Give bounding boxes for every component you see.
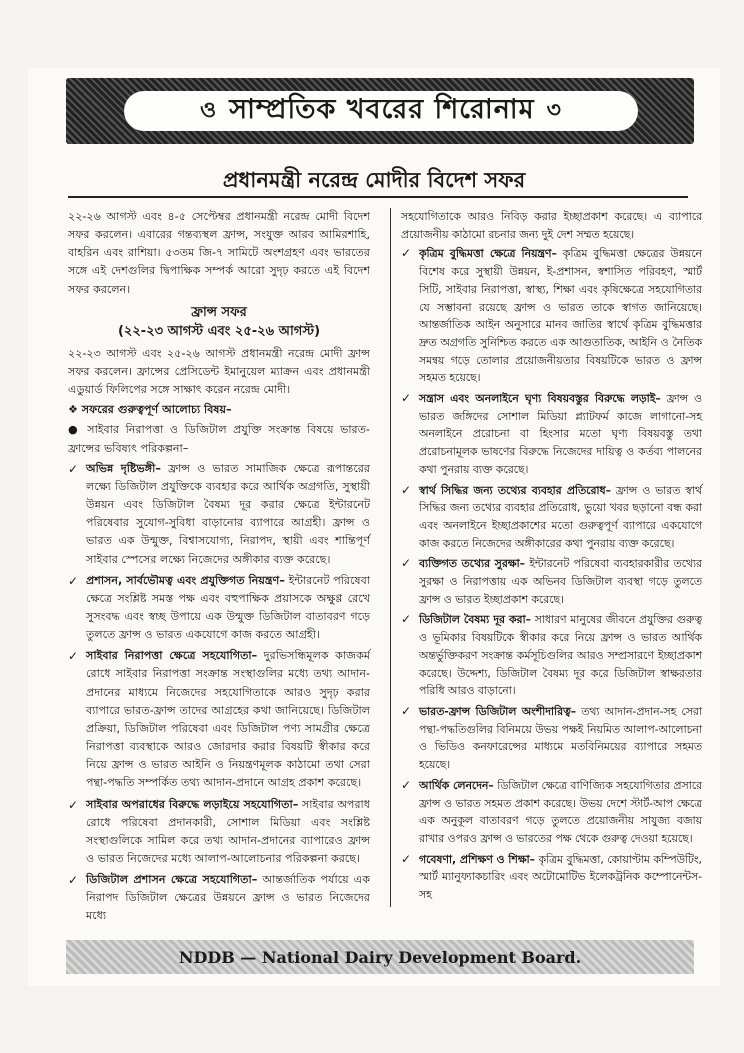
item-head: ভারত-ফ্রান্স ডিজিটাল অংশীদারিত্ব– [419, 704, 577, 718]
list-item [401, 703, 702, 774]
check-icon: ✓ [401, 612, 412, 627]
item-head: আর্থিক লেনদেন– [419, 778, 494, 792]
item-text: কৃত্রিম বুদ্ধিমত্তা, কোয়াণ্টাম কম্পিউটিং, স্মার্ট ম্যানুফ্যাকচারিং এবং অটোমোটিভ ইলেকট্রনিক কম্পোনেন্টস-সহ [419, 852, 702, 902]
item-text: আন্তর্জাতিক পর্যায়ে এক নিরাপদ ডিজিটাল ক্ষেত্রের উন্নয়নে ফ্রান্স ও ভারত নিজেদের মধ্যে [86, 873, 371, 923]
list-item [401, 482, 702, 553]
list-item [401, 777, 702, 848]
item-text: ইন্টারনেট পরিষেবা ক্ষেত্রে সংশ্লিষ্ট সমস্ত পক্ষ এবং বহুপাক্ষিক প্রয়াসকে অক্ষুণ্ণ রেখে সুসংবদ্ধ এবং স্বচ্ছ উপায়ে এক উন্মুক্ত ডিজিটাল বাতাবরণ গড়ে তুলতে ফ্রান্স ও ভারত একযোগে কাজ করতে আগ্রহী। [86, 573, 370, 642]
right-column [390, 208, 702, 907]
list-item [401, 851, 702, 904]
item-head: ডিজিটাল প্রশাসন ক্ষেত্রে সহযোগিতা– [86, 873, 258, 887]
item-head: সাইবার নিরাপত্তা ক্ষেত্রে সহযোগিতা– [86, 649, 258, 663]
continued-paragraph: সহযোগিতাকে আরও নিবিড় করার ইচ্ছাপ্রকাশ করেছে। এ ব্যাপারে প্রয়োজনীয় কাঠামো রচনার জন্য দুই দেশ সম্মত হয়েছে। [401, 210, 702, 241]
list-item [68, 871, 370, 925]
ornament-right: ৩ [546, 97, 562, 123]
item-text: কৃত্রিম বুদ্ধিমত্তা ক্ষেত্রের উন্নয়নে বিশেষ করে সুস্থায়ী উন্নয়ন, ই-প্রশাসন, স্বশাসিত পরিবহণ, স্মার্ট সিটি, সাইবার নিরাপত্তা, স্বাস্থ্য, শিক্ষা এবং কৃষিক্ষেত্রে সহযোগিতার যে সম্ভাবনা রয়েছে ফ্রান্স ও ভারত তাকে স্বাগত জানিয়েছে। আন্তর্জাতিক আইন অনুসারে মানব জাতির স্বার্থে কৃত্রিম বুদ্ধিমত্তার দ্রুত অগ্রগতি সুনিশ্চিত করতে এক আগুতাতিক, আইনি ও নৈতিক সমন্বয় গড়ে তোলার প্রয়োজনীয়তার বিষয়টিকে ভারত ও ফ্রান্স সহমত হয়েছে। [419, 247, 703, 385]
title-box [124, 91, 638, 131]
check-icon: ✓ [401, 777, 412, 792]
topics-heading: ❖ সফরের গুরুত্বপূর্ণ আলোচ্য বিষয়– [68, 403, 232, 417]
check-icon: ✓ [68, 797, 79, 812]
item-text: ফ্রান্স ও ভারত জঙ্গিদের সোশাল মিডিয়া প্ল্যাটফর্ম কাজে লাগানো-সহ অনলাইনে প্ররোচনা বা হিংসার মতো ঘৃণ্য বিষয়বস্তু তথা প্ররোচনামূলক ভাষণের বিরুদ্ধে নিজেদের দায়িত্ব ও কর্তব্য পালনের কথা পুনরায় ব্যক্ত করেছে। [419, 392, 702, 476]
item-text: সাইবার অপরাধ রোধে পরিষেবা প্রদানকারী, সোশাল মিডিয়া এবং সংশ্লিষ্ট সংস্থাগুলিকে সামিল করে তথ্য আদান-প্রদানের ব্যাপারেও ফ্রান্স ও ভারত নিজেদের মধ্যে আলাপ-আলোচনার পরিকল্পনা করছে। [86, 797, 370, 865]
list-item [68, 647, 370, 792]
item-head: গবেষণা, প্রশিক্ষণ ও শিক্ষা– [419, 852, 536, 866]
check-icon: ✓ [401, 482, 412, 497]
topics-subheading: ● সাইবার নিরাপত্তা ও ডিজিটাল প্রযুক্তি সংক্রান্ত বিষয়ে ভারত-ফ্রান্সের ভবিষ্যৎ পরিকল্পনা– [68, 423, 370, 455]
title-banner [66, 78, 694, 144]
item-head: সাইবার অপরাধের বিরুদ্ধে লড়াইয়ে সহযোগিতা– [86, 797, 299, 811]
item-text: ফ্রান্স ও ভারত সামাজিক ক্ষেত্রে রূপান্তরের লক্ষ্যে ডিজিটাল প্রযুক্তিকে ব্যবহার করে আর্থিক অগ্রগতি, সুস্থায়ী উন্নয়ন এবং ডিজিটাল বৈষম্য দূর করার ক্ষেত্রে ইন্টারনেট পরিষেবার সুযোগ-সুবিধা বাড়ানোর ব্যাপারে আগ্রহী। ফ্রান্স ও ভারত এক উন্মুক্ত, বিশ্বাসযোগ্য, নিরাপদ, স্থায়ী এবং শান্তিপূর্ণ সাইবার স্পেসের লক্ষ্যে নিজেদের অঙ্গীকার ব্যক্ত করেছে। [86, 461, 370, 566]
item-head: অভিন্ন দৃষ্টিভঙ্গী– [86, 461, 161, 475]
item-text: ইন্টারনেট পরিষেবা ব্যবহারকারীর তথ্যের সুরক্ষা ও নিরাপত্তায় এক অভিনব ডিজিটাল ব্যবস্থা গড়ে তুলতে ফ্রান্স ও ভারত ইচ্ছাপ্রকাশ করেছে। [419, 557, 702, 606]
france-paragraph: ২২-২৩ আগস্ট এবং ২৫-২৬ আগস্ট প্রধানমন্ত্রী নরেন্দ্র মোদী ফ্রান্স সফর করলেন। ফ্রান্সের প্রেসিডেন্ট ইমানুয়েল ম্যাক্রন এবং প্রধানমন্ত্রী এডুয়ার্ড ফিলিপের সঙ্গে সাক্ষাৎ করেন নরেন্দ্র মোদী। [68, 346, 370, 397]
check-icon: ✓ [68, 649, 79, 664]
item-text: সাধারণ মানুষের জীবনে প্রযুক্তির গুরুত্ব ও ভূমিকার বিষয়টিকে স্বীকার করে নিয়ে ফ্রান্স ও ভারত আর্থিক অন্তর্ভুক্তিকরণ সংক্রান্ত কর্মসূচিগুলির আরও সম্প্রসারণে ইচ্ছাপ্রকাশ করেছে। উদ্দেশ্য, ডিজিটাল বৈষম্য দূর করে ডিজিটাল স্বাক্ষরতার পরিধি আরও বাড়ানো। [419, 613, 703, 698]
check-icon: ✓ [401, 703, 412, 718]
article-subtitle: প্রধানমন্ত্রী নরেন্দ্র মোদীর বিদেশ সফর [222, 168, 526, 192]
item-text: ফ্রান্স ও ভারত স্বার্থ সিদ্ধির জন্য তথ্যের ব্যবহার প্রতিরোধ, ভুয়ো খবর ছড়ানো বন্ধ করা এবং অনলাইনে ইচ্ছাপ্রকাশের মতো গুরুত্বপূর্ণ ব্যাপারে একযোগে কাজ করতে নিজেদের অঙ্গীকারের কথা পুনরায় ব্যক্ত করেছে। [419, 483, 702, 550]
divider [68, 196, 688, 198]
check-icon: ✓ [68, 873, 79, 888]
section-heading [68, 303, 370, 341]
section-title: ফ্রান্স সফর [191, 304, 247, 320]
check-icon: ✓ [401, 851, 412, 866]
list-item [401, 245, 702, 387]
item-text: তথ্য আদান-প্রদান-সহ সেরা পন্থা-পদ্ধতিগুলির বিনিময়ে উভয় পক্ষই নিয়মিত আলাপ-আলোচনা ও ভিডিও কনফারেন্সের মাধ্যমে মতবিনিময়ের ব্যাপারে সহমত হয়েছে। [419, 704, 703, 772]
left-column [68, 208, 370, 929]
list-item [68, 460, 370, 569]
list-item [68, 796, 370, 869]
item-head: ব্যক্তিগত তথ্যের সুরক্ষা– [419, 557, 526, 571]
check-icon: ✓ [401, 246, 412, 261]
check-icon: ✓ [401, 556, 412, 571]
intro-paragraph: ২২-২৬ আগস্ট এবং ৪-৫ সেপ্টেম্বর প্রধানমন্ত্রী নরেন্দ্র মোদী বিদেশ সফর করলেন। এবারের গন্তব্যস্থল ফ্রান্স, সংযুক্ত আরব আমিরশাহি, বাহরিন এবং রাশিয়া। ৫৩তম জি-৭ সামিটে অংশগ্রহণ এবং ভারতের সঙ্গে এই দেশগুলির দ্বিপাক্ষিক সম্পর্ক আরো সুদৃঢ় করতে এই বিদেশ সফর করলেন। [68, 210, 370, 296]
footer-text: NDDB — National Dairy Development Board. [178, 947, 582, 967]
check-icon: ✓ [401, 391, 412, 406]
check-icon: ✓ [68, 461, 79, 476]
item-text: দুরভিসন্ধিমূলক কাজকর্ম রোধে সাইবার নিরাপত্তা সংক্রান্ত সংস্থাগুলির মধ্যে তথ্য আদান-প্রদানের মাধ্যমে নিজেদের সহযোগিতাকে আরও সুদৃঢ় করার ব্যাপারে ভারত-ফ্রান্স তাদের আগ্রহের কথা জানিয়েছে। ডিজিটাল প্রক্রিয়া, ডিজিটাল পরিষেবা এবং ডিজিটাল পণ্য সামগ্রীর ক্ষেত্রে নিরাপত্তা ব্যবস্থাকে আরও জোরদার করার বিষয়টি স্বীকার করে নিয়ে ফ্রান্স ও ভারত আইনি ও নিয়ন্ত্রণমূলক কাঠামো তথা সেরা পন্থা-পদ্ধতি সম্পর্কিত তথ্য আদান-প্রদানে আগ্রহ প্রকাশ করেছে। [86, 649, 370, 790]
list-item [401, 555, 702, 608]
item-text: ডিজিটাল ক্ষেত্রে বাণিজ্যিক সহযোগিতার প্রসারে ফ্রান্স ও ভারত সহমত প্রকাশ করেছে। উভয় দেশে স্টার্ট-আপ ক্ষেত্রে এক অনুকূল বাতাবরণ গড়ে তুলতে প্রয়োজনীয় সাযুজ্য বজায় রাখার ওপরও ফ্রান্স ও ভারতের পক্ষ থেকে গুরুত্ব দেওয়া হয়েছে। [419, 778, 702, 845]
page-title: সাম্প্রতিক খবরের শিরোনাম [229, 93, 535, 125]
item-head: কৃত্রিম বুদ্ধিমত্তা ক্ষেত্রে নিয়ন্ত্রণ– [419, 247, 557, 261]
item-head: সন্ত্রাস এবং অনলাইনে ঘৃণ্য বিষয়বস্তুর বিরুদ্ধে লড়াই– [419, 392, 661, 406]
item-head: প্রশাসন, সার্বভৌমত্ব এবং প্রযুক্তিগত নিয়ন্ত্রণ– [86, 573, 285, 587]
section-dates: (২২-২৩ আগস্ট এবং ২৫-২৬ আগস্ট) [117, 323, 321, 339]
footer-banner [66, 940, 694, 974]
list-item [401, 390, 702, 479]
ornament-left: ও [200, 97, 218, 123]
item-head: স্বার্থ সিদ্ধির জন্য তথ্যের ব্যবহার প্রতিরোধ– [419, 483, 611, 497]
list-item [68, 572, 370, 645]
list-item [401, 611, 702, 700]
item-head: ডিজিটাল বৈষম্য দূর করা– [419, 613, 531, 627]
document-page [28, 68, 720, 986]
check-icon: ✓ [68, 573, 79, 588]
